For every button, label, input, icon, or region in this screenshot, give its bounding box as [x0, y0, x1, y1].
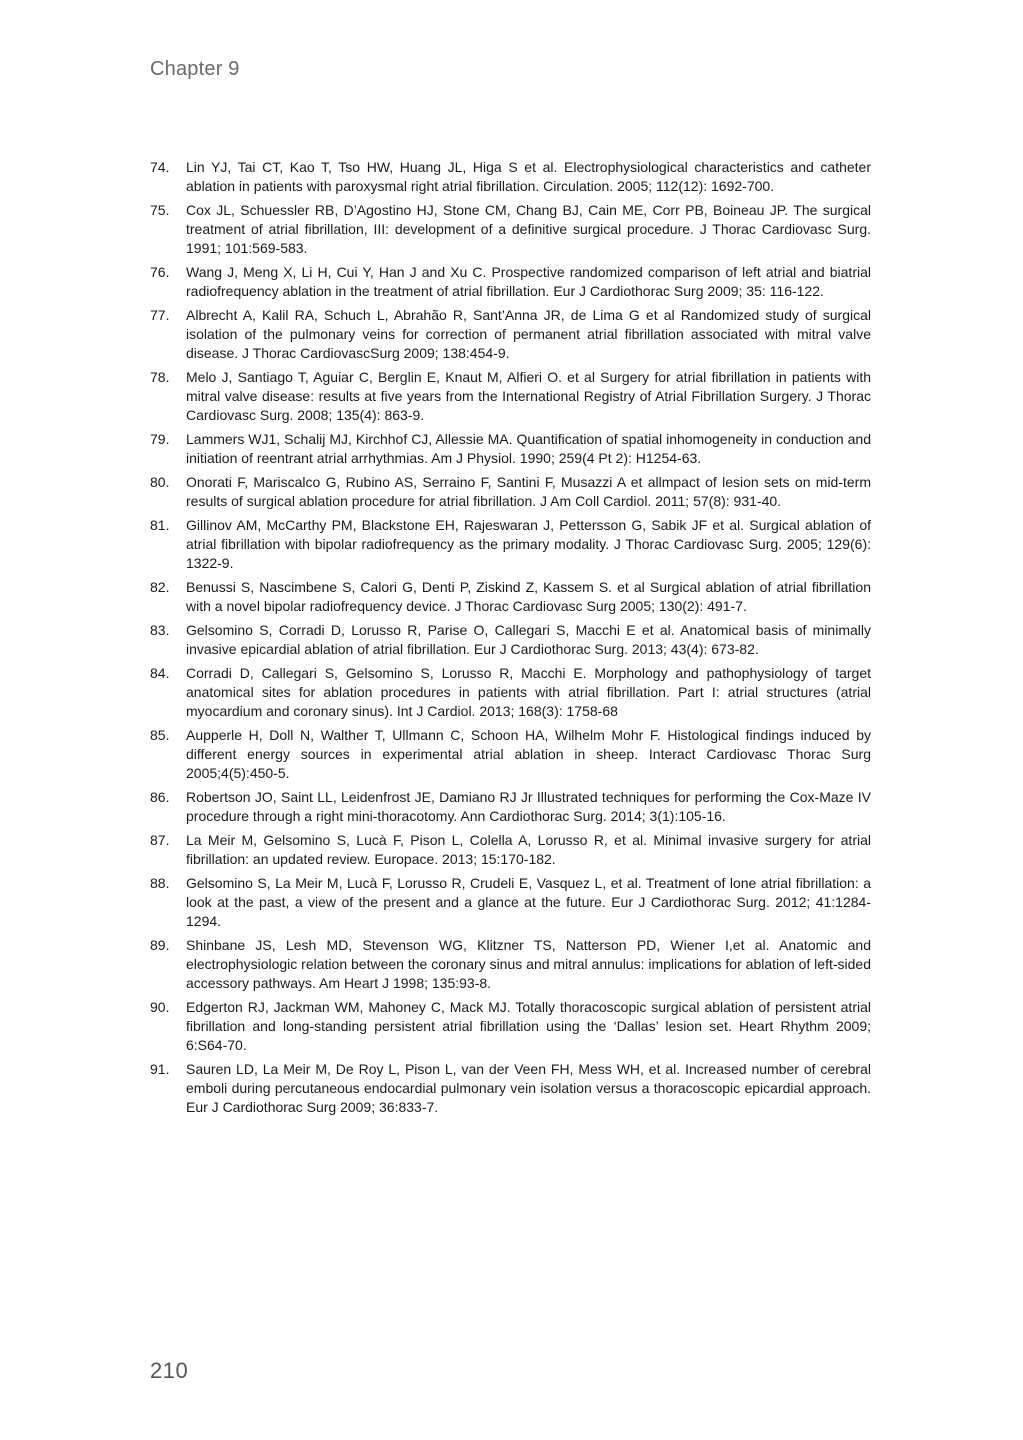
reference-item: [150, 998, 871, 1055]
reference-item: [150, 263, 871, 301]
reference-text: Gillinov AM, McCarthy PM, Blackstone EH, Rajeswaran J, Pettersson G, Sabik JF et al. Surgical ablation of atrial fibrillation with bipolar radiofrequency as the primary modality. J Thorac Cardiovasc Surg. 2005; 129(6): 1322-9.: [186, 517, 871, 571]
reference-text: Wang J, Meng X, Li H, Cui Y, Han J and Xu C. Prospective randomized comparison of left atrial and biatrial radiofrequency ablation in the treatment of atrial fibrillation. Eur J Cardiothorac Surg 2009; 35: 116-122.: [186, 264, 871, 299]
reference-item: [150, 664, 871, 721]
reference-text: Benussi S, Nascimbene S, Calori G, Denti P, Ziskind Z, Kassem S. et al Surgical ablation of atrial fibrillation with a novel bipolar radiofrequency device. J Thorac Cardiovasc Surg 2005; 130(2): 491-7.: [186, 579, 871, 614]
reference-number: 84.: [150, 665, 170, 681]
chapter-header: Chapter 9: [150, 58, 240, 80]
reference-text: Melo J, Santiago T, Aguiar C, Berglin E, Knaut M, Alfieri O. et al Surgery for atrial fibrillation in patients with mitral valve disease: results at five years from the International Registry of Atrial Fibrillation Surgery. J Thorac Cardiovasc Surg. 2008; 135(4): 863-9.: [186, 369, 871, 423]
reference-item: [150, 788, 871, 826]
reference-text: Shinbane JS, Lesh MD, Stevenson WG, Klitzner TS, Natterson PD, Wiener I,et al. Anatomic and electrophysiologic relation between the coronary sinus and mitral annulus: implications for ablation of left-sided accessory pathways. Am Heart J 1998; 135:93-8.: [186, 937, 871, 991]
reference-number: 74.: [150, 159, 170, 175]
reference-item: [150, 430, 871, 468]
reference-text: Corradi D, Callegari S, Gelsomino S, Lorusso R, Macchi E. Morphology and pathophysiology of target anatomical sites for ablation procedures in patients with atrial fibrillation. Part I: atrial structures (atrial myocardium and coronary sinus). Int J Cardiol. 2013; 168(3): 1758-68: [186, 665, 871, 719]
reference-item: [150, 1060, 871, 1117]
reference-number: 88.: [150, 875, 170, 891]
reference-item: [150, 306, 871, 363]
reference-number: 75.: [150, 202, 170, 218]
reference-text: Albrecht A, Kalil RA, Schuch L, Abrahão R, Sant’Anna JR, de Lima G et al Randomized study of surgical isolation of the pulmonary veins for correction of permanent atrial fibrillation associated with mitral valve disease. J Thorac CardiovascSurg 2009; 138:454-9.: [186, 307, 871, 361]
reference-text: Lin YJ, Tai CT, Kao T, Tso HW, Huang JL, Higa S et al. Electrophysiological characteristics and catheter ablation in patients with paroxysmal right atrial fibrillation. Circulation. 2005; 112(12): 1692-700.: [186, 159, 871, 194]
reference-text: Robertson JO, Saint LL, Leidenfrost JE, Damiano RJ Jr Illustrated techniques for performing the Cox-Maze IV procedure through a right mini-thoracotomy. Ann Cardiothorac Surg. 2014; 3(1):105-16.: [186, 789, 871, 824]
reference-text: Edgerton RJ, Jackman WM, Mahoney C, Mack MJ. Totally thoracoscopic surgical ablation of persistent atrial fibrillation and long-standing persistent atrial fibrillation using the ‘Dallas’ lesion set. Heart Rhythm 2009; 6:S64-70.: [186, 999, 871, 1053]
reference-number: 89.: [150, 937, 170, 953]
reference-item: [150, 831, 871, 869]
reference-item: [150, 516, 871, 573]
reference-text: Lammers WJ1, Schalij MJ, Kirchhof CJ, Allessie MA. Quantification of spatial inhomogeneity in conduction and initiation of reentrant atrial arrhythmias. Am J Physiol. 1990; 259(4 Pt 2): H1254-63.: [186, 431, 871, 466]
reference-text: Cox JL, Schuessler RB, D’Agostino HJ, Stone CM, Chang BJ, Cain ME, Corr PB, Boineau JP. The surgical treatment of atrial fibrillation, III: development of a definitive surgical procedure. J Thorac Cardiovasc Surg. 1991; 101:569-583.: [186, 202, 871, 256]
reference-item: [150, 473, 871, 511]
reference-text: La Meir M, Gelsomino S, Lucà F, Pison L, Colella A, Lorusso R, et al. Minimal invasive surgery for atrial fibrillation: an updated review. Europace. 2013; 15:170-182.: [186, 832, 871, 867]
reference-number: 79.: [150, 431, 170, 447]
reference-text: Gelsomino S, Corradi D, Lorusso R, Parise O, Callegari S, Macchi E et al. Anatomical basis of minimally invasive epicardial ablation of atrial fibrillation. Eur J Cardiothorac Surg. 2013; 43(4): 673-82.: [186, 622, 871, 657]
reference-text: Aupperle H, Doll N, Walther T, Ullmann C, Schoon HA, Wilhelm Mohr F. Histological findings induced by different energy sources in experimental atrial ablation in sheep. Interact Cardiovasc Thorac Surg 2005;4(5):450-5.: [186, 727, 871, 781]
reference-number: 91.: [150, 1061, 170, 1077]
reference-number: 81.: [150, 517, 170, 533]
reference-text: Onorati F, Mariscalco G, Rubino AS, Serraino F, Santini F, Musazzi A et allmpact of lesion sets on mid-term results of surgical ablation procedure for atrial fibrillation. J Am Coll Cardiol. 2011; 57(8): 931-40.: [186, 474, 871, 509]
reference-item: [150, 936, 871, 993]
reference-number: 77.: [150, 307, 170, 323]
reference-number: 76.: [150, 264, 170, 280]
reference-item: [150, 621, 871, 659]
reference-text: Gelsomino S, La Meir M, Lucà F, Lorusso R, Crudeli E, Vasquez L, et al. Treatment of lone atrial fibrillation: a look at the past, a view of the present and a glance at the future. Eur J Cardiothorac Surg. 2012; 41:1284-1294.: [186, 875, 871, 929]
reference-item: [150, 201, 871, 258]
reference-item: [150, 158, 871, 196]
reference-list: [150, 158, 871, 1122]
reference-item: [150, 874, 871, 931]
reference-number: 82.: [150, 579, 170, 595]
reference-text: Sauren LD, La Meir M, De Roy L, Pison L, van der Veen FH, Mess WH, et al. Increased number of cerebral emboli during percutaneous endocardial pulmonary vein isolation versus a thoracoscopic epicardial approach. Eur J Cardiothorac Surg 2009; 36:833-7.: [186, 1061, 871, 1115]
reference-number: 78.: [150, 369, 170, 385]
reference-number: 86.: [150, 789, 170, 805]
reference-number: 85.: [150, 727, 170, 743]
page-number: 210: [150, 1358, 189, 1383]
reference-item: [150, 578, 871, 616]
reference-number: 87.: [150, 832, 170, 848]
reference-number: 83.: [150, 622, 170, 638]
reference-number: 80.: [150, 474, 170, 490]
reference-number: 90.: [150, 999, 170, 1015]
reference-item: [150, 368, 871, 425]
reference-item: [150, 726, 871, 783]
